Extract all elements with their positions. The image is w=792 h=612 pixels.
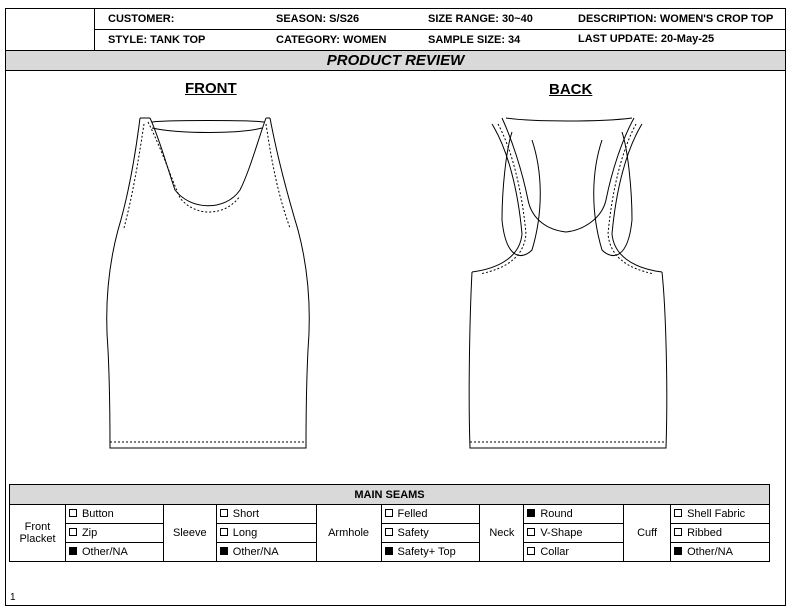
option-safety[interactable]: Safety [381, 524, 480, 543]
option-collar[interactable]: Collar [524, 543, 624, 562]
last-update-field: LAST UPDATE: 20-May-25 [578, 33, 715, 45]
checkbox-icon[interactable] [527, 528, 535, 536]
seam-group-front-placket: Front Placket [10, 505, 66, 562]
checked-box-icon[interactable] [527, 509, 535, 517]
seam-group-neck: Neck [480, 505, 524, 562]
back-tank-top-sketch [462, 110, 682, 460]
front-label: FRONT [185, 80, 237, 97]
category-field: CATEGORY: WOMEN [276, 34, 387, 46]
option-felled[interactable]: Felled [381, 505, 480, 524]
option-short[interactable]: Short [216, 505, 316, 524]
option-zip[interactable]: Zip [65, 524, 163, 543]
size-range-field: SIZE RANGE: 30~40 [428, 13, 533, 25]
checked-box-icon[interactable] [220, 547, 228, 555]
style-field: STYLE: TANK TOP [108, 34, 206, 46]
header-divider [95, 29, 785, 30]
checkbox-icon[interactable] [385, 509, 393, 517]
checkbox-icon[interactable] [527, 547, 535, 555]
checkbox-icon[interactable] [385, 528, 393, 536]
main-seams-title: MAIN SEAMS [10, 485, 770, 505]
option-ribbed[interactable]: Ribbed [671, 524, 770, 543]
checkbox-icon[interactable] [220, 509, 228, 517]
season-field: SEASON: S/S26 [276, 13, 360, 25]
option-round[interactable]: Round [524, 505, 624, 524]
checked-box-icon[interactable] [69, 547, 77, 555]
option-shell-fabric[interactable]: Shell Fabric [671, 505, 770, 524]
checkbox-icon[interactable] [220, 528, 228, 536]
option-other-na[interactable]: Other/NA [671, 543, 770, 562]
option-long[interactable]: Long [216, 524, 316, 543]
description-field: DESCRIPTION: WOMEN'S CROP TOP [578, 13, 774, 25]
page-number: 1 [10, 592, 16, 603]
header-block [6, 9, 785, 50]
front-tank-top-sketch [100, 110, 320, 460]
option-other-na[interactable]: Other/NA [65, 543, 163, 562]
option-other-na[interactable]: Other/NA [216, 543, 316, 562]
product-review-banner: PRODUCT REVIEW [6, 50, 785, 71]
checkbox-icon[interactable] [69, 528, 77, 536]
option-v-shape[interactable]: V-Shape [524, 524, 624, 543]
seam-group-armhole: Armhole [316, 505, 381, 562]
checked-box-icon[interactable] [385, 547, 393, 555]
checkbox-icon[interactable] [674, 509, 682, 517]
back-label: BACK [549, 81, 593, 98]
logo-area [6, 9, 95, 50]
checked-box-icon[interactable] [674, 547, 682, 555]
customer-field: CUSTOMER: [108, 13, 175, 25]
main-seams-table [9, 484, 770, 562]
seam-group-sleeve: Sleeve [163, 505, 216, 562]
option-safety-top[interactable]: Safety+ Top [381, 543, 480, 562]
sample-size-field: SAMPLE SIZE: 34 [428, 34, 521, 46]
checkbox-icon[interactable] [674, 528, 682, 536]
checkbox-icon[interactable] [69, 509, 77, 517]
seam-group-cuff: Cuff [624, 505, 671, 562]
option-button[interactable]: Button [65, 505, 163, 524]
